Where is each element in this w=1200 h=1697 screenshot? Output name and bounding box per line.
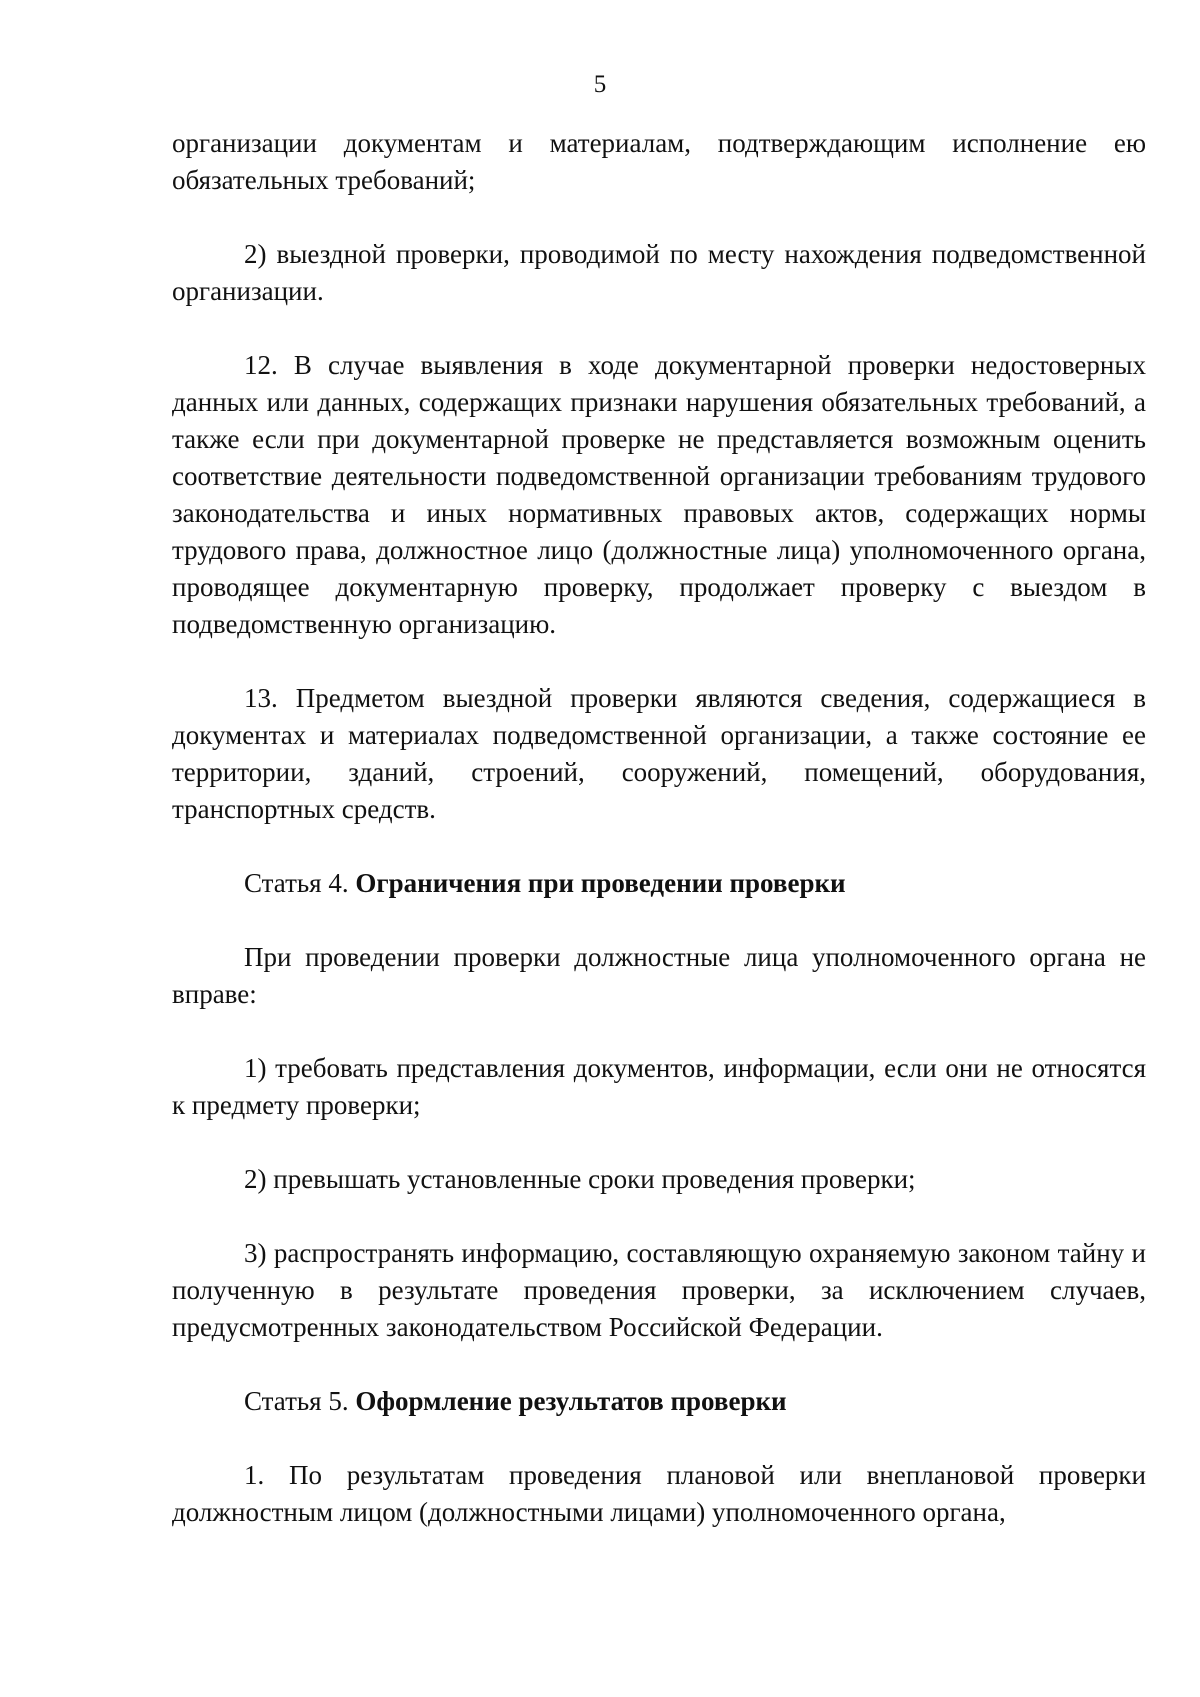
article-5-prefix: Статья 5. bbox=[244, 1386, 349, 1416]
article-4-prefix: Статья 4. bbox=[244, 868, 349, 898]
paragraph-clause-13: 13. Предметом выездной проверки являются сведения, содержащиеся в документах и материалах подведомственной организации, а также состояние ее территории, зданий, строений, сооружений, помещений, оборудования, транспортных средств. bbox=[172, 683, 1146, 824]
paragraph-article-4-item-3: 3) распространять информацию, составляющую охраняемую законом тайну и полученную в результате проведения проверки, за исключением случаев, предусмотренных законодательством Российской Федерации. bbox=[172, 1238, 1146, 1342]
paragraph-item-2: 2) выездной проверки, проводимой по месту нахождения подведомственной организации. bbox=[172, 239, 1146, 306]
paragraph-clause-12: 12. В случае выявления в ходе документарной проверки недостоверных данных или данных, содержащих признаки нарушения обязательных требований, а также если при документарной проверке не представляется возможным оценить соответствие деятельности подведомственной организации требованиям трудового законодательства и иных нормативных правовых актов, содержащих нормы трудового права, должностное лицо (должностные лица) уполномоченного органа, проводящее документарную проверку, продолжает проверку с выездом в подведомственную организацию. bbox=[172, 350, 1146, 639]
document-body bbox=[172, 125, 1146, 1531]
article-5-title: Оформление результатов проверки bbox=[355, 1386, 787, 1416]
article-5-heading bbox=[172, 1383, 1146, 1420]
paragraph-article-4-item-1: 1) требовать представления документов, информации, если они не относятся к предмету проверки; bbox=[172, 1053, 1146, 1120]
article-4-title: Ограничения при проведении проверки bbox=[355, 868, 846, 898]
page-number: 5 bbox=[593, 71, 607, 98]
paragraph-continuation: организации документам и материалам, подтверждающим исполнение ею обязательных требований; bbox=[172, 128, 1146, 195]
article-4-heading bbox=[172, 865, 1146, 902]
paragraph-article-4-intro: При проведении проверки должностные лица уполномоченного органа не вправе: bbox=[172, 942, 1146, 1009]
paragraph-article-4-item-2: 2) превышать установленные сроки проведения проверки; bbox=[244, 1164, 916, 1194]
paragraph-article-5-clause-1: 1. По результатам проведения плановой или внеплановой проверки должностным лицом (должностными лицами) уполномоченного органа, bbox=[172, 1460, 1146, 1527]
